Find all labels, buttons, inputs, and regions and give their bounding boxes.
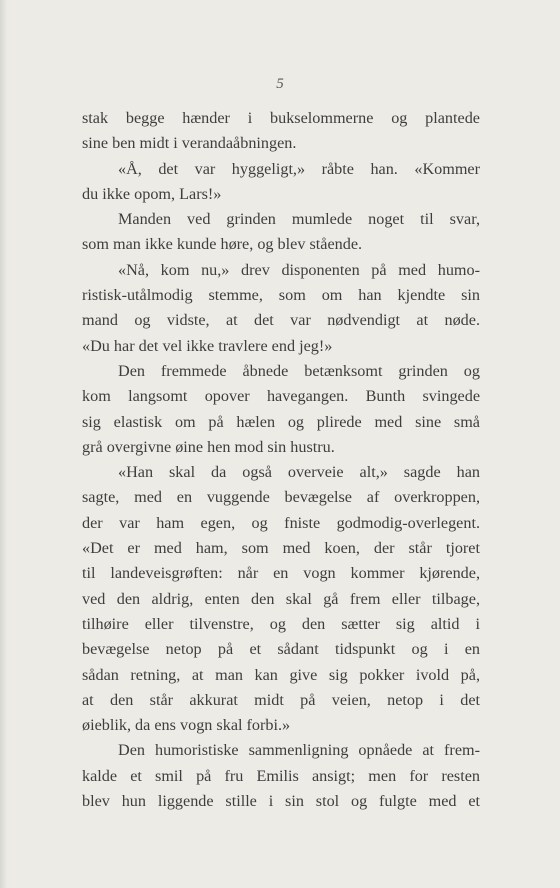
body-text [82, 106, 480, 814]
text-line: kalde et smil på fru Emilis ansigt; men for resten [82, 766, 480, 785]
text-line: du ikke opom, Lars!» [82, 184, 222, 203]
text-line: øieblik, da ens vogn skal forbi.» [82, 716, 291, 735]
text-line: kom langsomt opover havegangen. Bunth svingede [82, 387, 480, 406]
text-line: sine ben midt i verandaåbningen. [82, 134, 297, 153]
text-line: blev hun liggende stille i sin stol og fulgte med et [82, 792, 480, 811]
text-line: «Å, det var hyggeligt,» råbte han. «Kommer [118, 159, 480, 178]
text-line: «Han skal da også overveie alt,» sagde han [118, 463, 480, 482]
text-line: grå overgivne øine hen mod sin hustru. [82, 437, 335, 456]
page-edge-shadow [0, 0, 7, 888]
text-line: Den fremmede åbnede betænksomt grinden og [118, 361, 480, 380]
text-line: ved den aldrig, enten den skal gå frem eller tilbage, [82, 589, 480, 608]
text-line: Den humoristiske sammenligning opnåede at frem- [118, 741, 480, 760]
text-line: ristisk-utålmodig stemme, som om han kjendte sin [82, 286, 480, 305]
text-line: bevægelse netop på et sådant tidspunkt og i en [82, 640, 480, 659]
text-line: Manden ved grinden mumlede noget til svar, [118, 210, 480, 229]
text-line: sig elastisk om på hælen og plirede med sine små [82, 412, 480, 431]
text-line: «Det er med ham, som med koen, der står tjoret [82, 539, 480, 558]
text-line: tilhøire eller tilvenstre, og den sætter sig altid i [82, 614, 480, 633]
page-number: 5 [276, 76, 284, 92]
text-line: «Nå, kom nu,» drev disponenten på med humo- [118, 260, 480, 279]
text-line: til landeveisgrøften: når en vogn kommer kjørende, [82, 564, 480, 583]
text-line: «Du har det vel ikke travlere end jeg!» [82, 336, 333, 355]
text-line: stak begge hænder i bukselommerne og plantede [82, 109, 480, 127]
text-line: at den står akkurat midt på veien, netop i det [82, 690, 480, 709]
text-line: der var ham egen, og fniste godmodig-overlegent. [82, 513, 480, 532]
text-line: sagte, med en vuggende bevægelse af overkroppen, [82, 488, 480, 507]
text-line: som man ikke kunde høre, og blev stående. [82, 235, 363, 254]
text-line: sådan retning, at man kan give sig pokker ivold på, [82, 665, 480, 684]
text-line: mand og vidste, at det var nødvendigt at nøde. [82, 311, 480, 330]
